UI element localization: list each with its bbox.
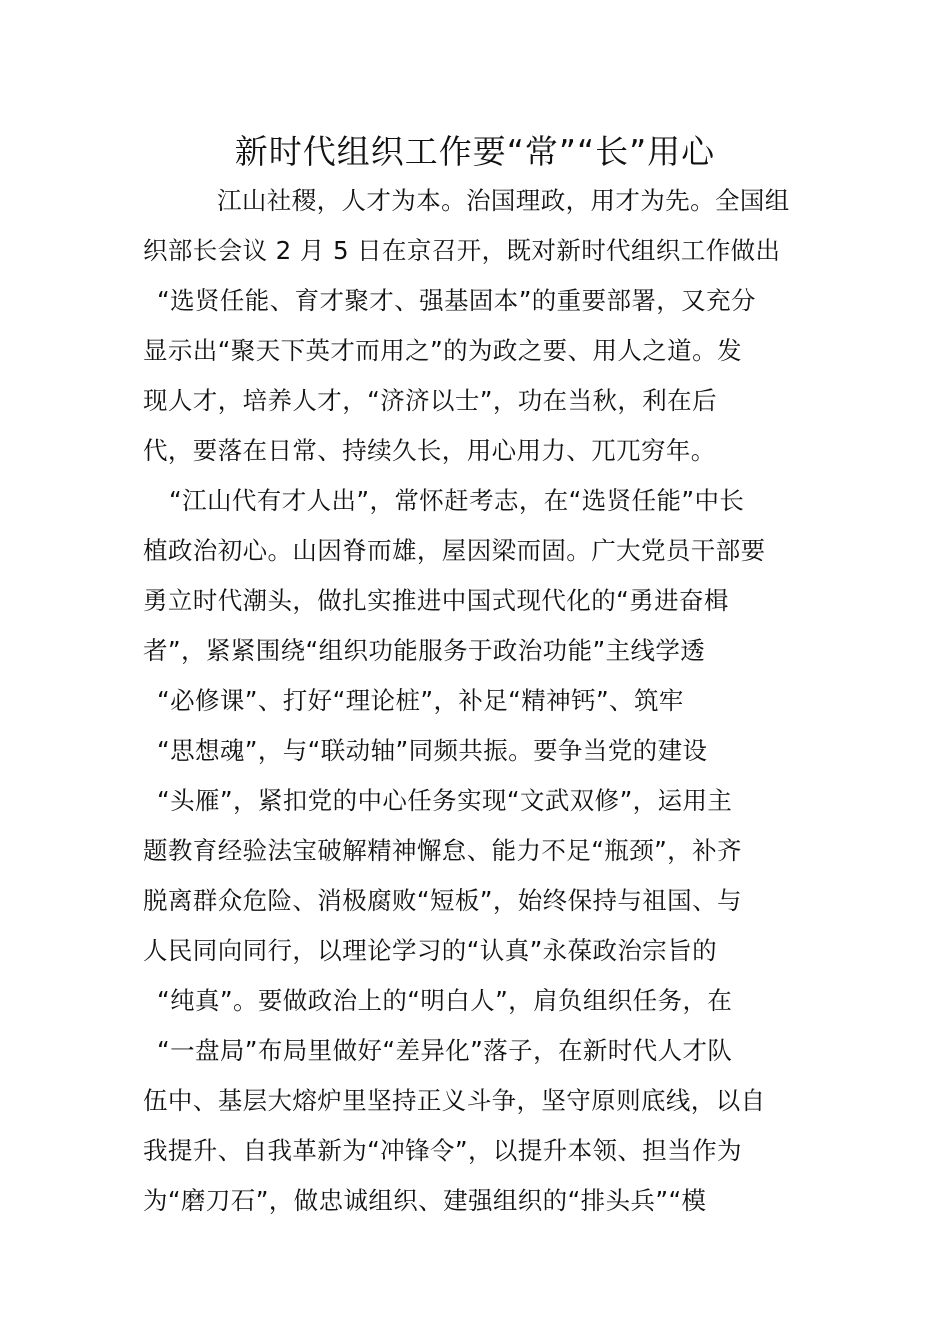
text-line: 为“磨刀石”，做忠诚组织、建强组织的“排头兵”“模 [143, 1186, 707, 1215]
text-line: 人民同向同行，以理论学习的“认真”永葆政治宗旨的 [143, 936, 717, 965]
document-title: 新时代组织工作要“常”“长”用心 [234, 132, 716, 171]
text-line: 代，要落在日常、持续久长，用心用力、兀兀穷年。 [143, 436, 716, 465]
text-line: 伍中、基层大熔炉里坚持正义斗争，坚守原则底线，以自 [143, 1086, 766, 1115]
text-line: 我提升、自我革新为“冲锋令”，以提升本领、担当作为 [143, 1136, 742, 1165]
paragraph-1 [143, 176, 809, 476]
document-body [143, 176, 809, 1226]
text-line: “江山代有才人出”，常怀赶考志，在“选贤任能”中长 [169, 486, 745, 515]
text-line: “选贤任能、育才聚才、强基固本”的重要部署，又充分 [157, 286, 756, 315]
text-line: 织部长会议 2 月 5 日在京召开，既对新时代组织工作做出 [143, 236, 781, 265]
text-line: 勇立时代潮头，做扎实推进中国式现代化的“勇进奋楫 [143, 586, 729, 615]
text-line: 者”，紧紧围绕“组织功能服务于政治功能”主线学透 [143, 636, 706, 665]
text-line: “一盘局”布局里做好“差异化”落子，在新时代人才队 [157, 1036, 733, 1065]
text-line: 题教育经验法宝破解精神懈怠、能力不足“瓶颈”，补齐 [143, 836, 742, 865]
paragraph-2 [143, 476, 809, 1226]
text-line: “思想魂”，与“联动轴”同频共振。要争当党的建设 [157, 736, 708, 765]
text-line: 显示出“聚天下英才而用之”的为政之要、用人之道。发 [143, 336, 742, 365]
text-line: 江山社稷，人才为本。治国理政，用才为先。全国组 [217, 186, 790, 215]
text-line: 植政治初心。山因脊而雄，屋因梁而固。广大党员干部要 [143, 536, 766, 565]
text-line: 脱离群众危险、消极腐败“短板”，始终保持与祖国、与 [143, 886, 742, 915]
text-line: “纯真”。要做政治上的“明白人”，肩负组织任务，在 [157, 986, 733, 1015]
text-line: 现人才，培养人才，“济济以士”，功在当秋，利在后 [143, 386, 717, 415]
text-line: “必修课”、打好“理论桩”，补足“精神钙”、筑牢 [157, 686, 684, 715]
text-line: “头雁”，紧扣党的中心任务实现“文武双修”，运用主 [157, 786, 733, 815]
